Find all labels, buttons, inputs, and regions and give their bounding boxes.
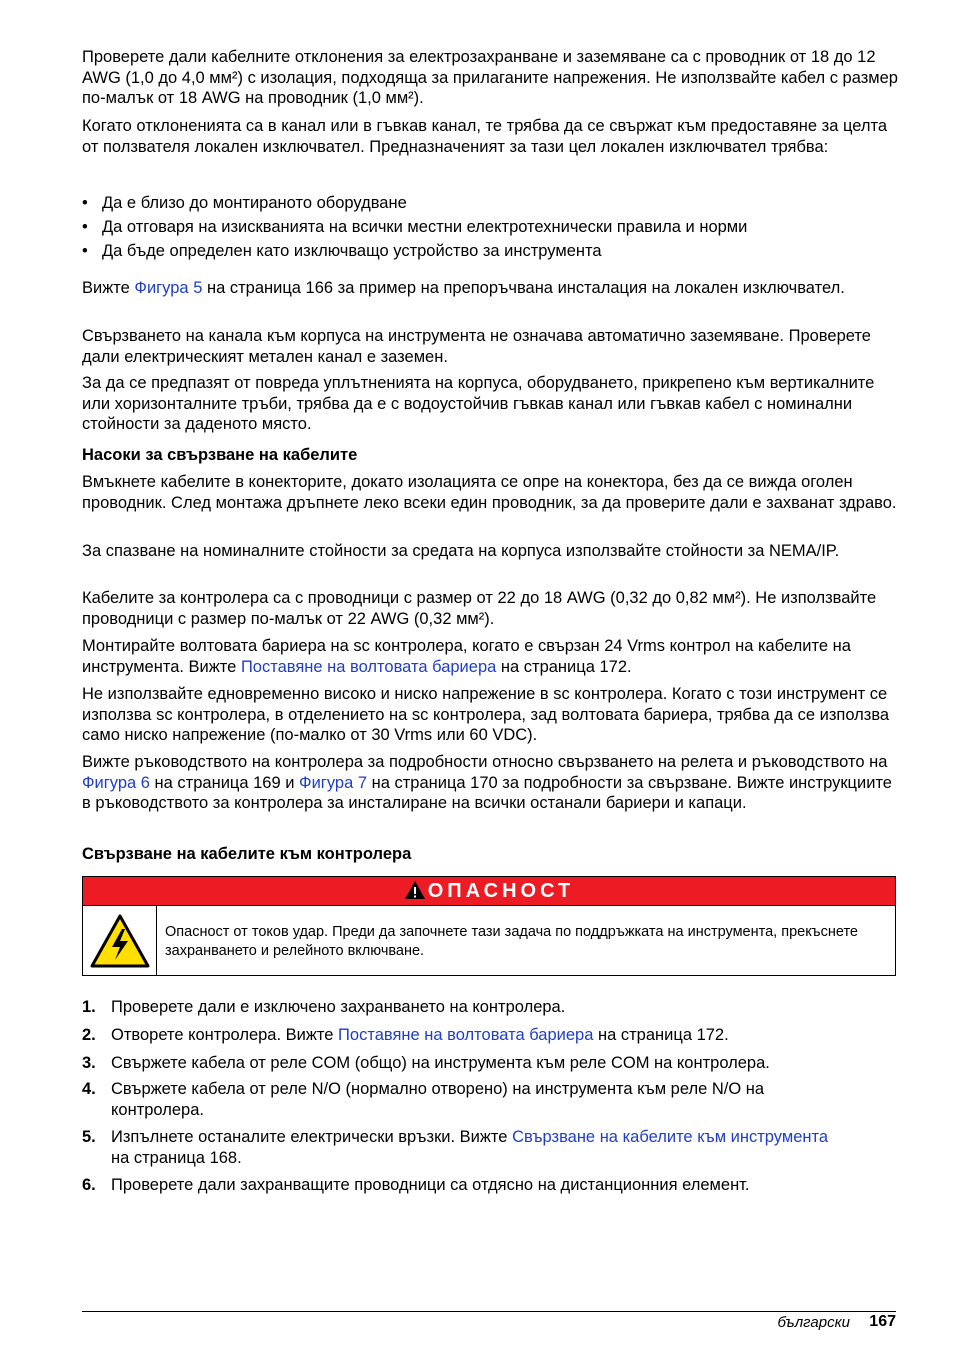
bullet-icon: • — [82, 218, 88, 236]
para-relay-manual: Вижте ръководството на контролера за подробности относно свързването на релета и ръководството на Фигура 6 на страница 169 и Фигура 7 на страница 170 за подробности за свързване. Вижте инструкциите в ръководството за контролера за инсталиране на всички останали бариери и капаци. — [82, 753, 892, 812]
para-seal-protection: За да се предпазят от повреда уплътненията на корпуса, оборудването, прикрепено към вертикалните или хоризонталните тръби, трябва да е с водоустойчив гъвкав канал или гъвкав кабел с номинални стойности за даденото място. — [82, 374, 875, 433]
list-item: 3. Свържете кабела от реле COM (общо) на инструмента към реле COM на контролера. — [82, 1054, 770, 1072]
link-figure-7[interactable]: Фигура 7 — [299, 773, 368, 792]
list-item: 5. Изпълнете останалите електрически връзки. Вижте Свързване на кабелите към инструмента на страница 168. — [82, 1128, 829, 1167]
para-wire-size: Кабелите за контролера са с проводници с размер от 22 до 18 AWG (0,32 до 0,82 мм²). Не използвайте проводници с размер по-малък от 22 AWG (0,32 мм²). — [82, 589, 877, 628]
list-item: 4. Свържете кабела от реле N/O (нормално отворено) на инструмента към реле N/O на контролера. — [82, 1080, 765, 1119]
link-voltage-barrier-step[interactable]: Поставяне на волтовата бариера — [338, 1026, 594, 1044]
footer-language: български — [777, 1314, 850, 1331]
bullet-icon: • — [82, 194, 88, 212]
warning-triangle-icon — [404, 880, 426, 900]
danger-title: ОПАСНОСТ — [427, 880, 575, 902]
para-cable-requirements: Проверете дали кабелните отклонения за електрозахранване и заземяване са с проводник от 18 до 12 AWG (1,0 до 4,0 мм²) с изолация, подходяща за прилаганите напрежения. Не използвайте кабел с размер по-малък от 18 AWG на проводник (1,0 мм²). — [82, 48, 898, 107]
para-nema-ip: За спазване на номиналните стойности за средата на корпуса използвайте стойности за NEMA/IP. — [82, 542, 840, 560]
list-item: 2. Отворете контролера. Вижте Поставяне на волтовата бариера на страница 172. — [82, 1026, 729, 1044]
link-figure-6[interactable]: Фигура 6 — [82, 773, 150, 792]
section-heading-connect-controller: Свързване на кабелите към контролера — [82, 845, 412, 863]
link-figure-5[interactable]: Фигура 5 — [134, 279, 203, 297]
link-connect-instrument-cables[interactable]: Свързване на кабелите към инструмента — [512, 1128, 829, 1146]
electrical-hazard-icon — [90, 914, 150, 968]
para-voltage-barrier: Монтирайте волтовата бариера на sc контролера, когато е свързан 24 Vrms контрол на кабелите на инструмента. Вижте Поставяне на волтовата бариера на страница 172. — [82, 637, 851, 676]
link-voltage-barrier[interactable]: Поставяне на волтовата бариера — [240, 657, 497, 676]
list-item: • Да е близо до монтираното оборудване — [82, 194, 407, 212]
danger-header — [83, 877, 895, 906]
para-figure5-ref: Вижте Фигура 5 на страница 166 за пример на препоръчвана инсталация на локален изключвател. — [82, 279, 845, 297]
list-item: 6. Проверете дали захранващите проводници са отдясно на дистанционния елемент. — [82, 1176, 750, 1194]
page-number: 167 — [869, 1313, 896, 1330]
para-conduit-grounding: Свързването на канала към корпуса на инструмента не означава автоматично заземяване. Проверете дали електрическият метален канал е заземен. — [82, 327, 871, 366]
bullet-icon: • — [82, 242, 88, 260]
para-high-low-voltage: Не използвайте едновременно високо и ниско напрежение в sc контролера. Когато с този инструмент се използва sc контролера, в отделението на sc контролера, зад волтовата бариера, трябва да се използва само ниско напрежение (по-малко от 30 Vrms или 60 VDC). — [82, 685, 890, 744]
list-item: 1. Проверете дали е изключено захранването на контролера. — [82, 998, 566, 1016]
list-item: • Да бъде определен като изключващо устройство за инструмента — [82, 242, 602, 260]
section-heading-cable-guidelines: Насоки за свързване на кабелите — [82, 446, 358, 464]
list-item: • Да отговаря на изискванията на всички местни електротехнически правила и норми — [82, 218, 748, 236]
para-insert-cables: Вмъкнете кабелите в конекторите, докато изолацията се опре на конектора, без да се вижда оголен проводник. След монтажа дръпнете леко всеки един проводник, за да проверите дали е захванат здраво. — [82, 473, 897, 512]
para-local-switch: Когато отклоненията са в канал или в гъвкав канал, те трябва да се свържат към предоставяне за целта от ползвателя локален изключвател. Предназначеният за тази цел локален изключвател трябва: — [82, 117, 888, 156]
switch-requirements-list — [82, 193, 902, 265]
footer-divider — [82, 1311, 896, 1312]
danger-notice — [82, 876, 896, 976]
danger-text: Опасност от токов удар. Преди да започнете тази задача по поддръжката на инструмента, прекъснете захранването и релейното включване. — [165, 924, 858, 959]
